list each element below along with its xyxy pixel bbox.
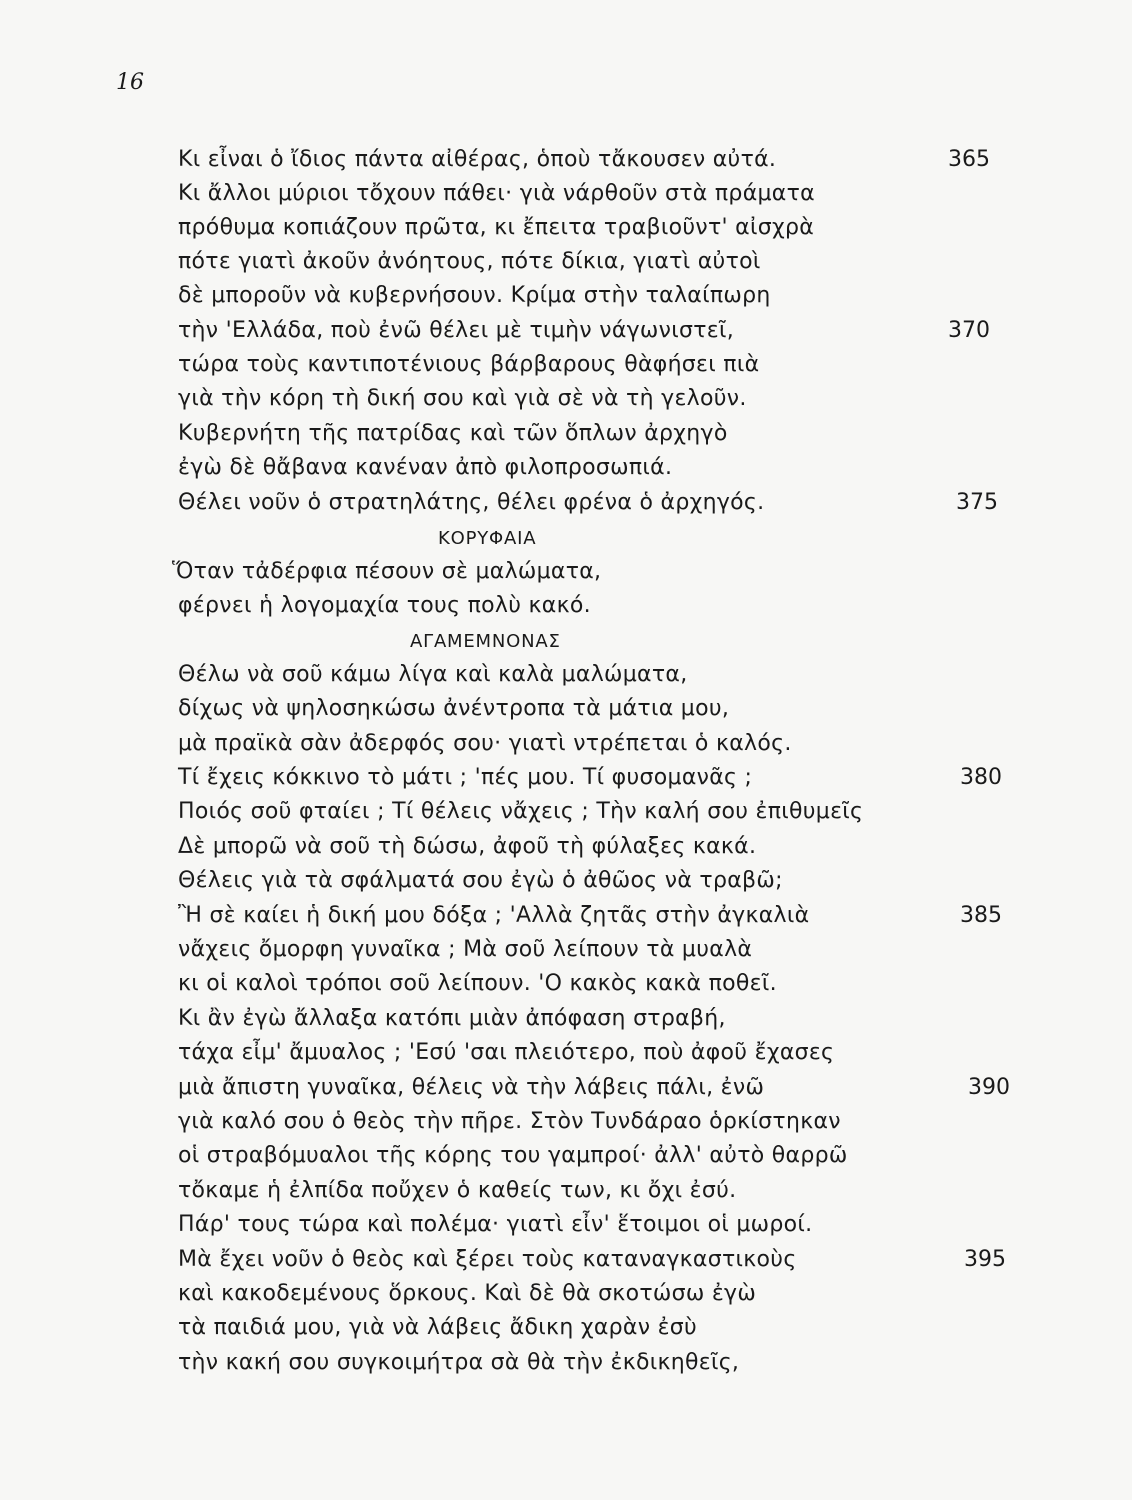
verse-line: Θέλεις γιὰ τὰ σφάλματά σου ἐγὼ ὁ ἀθῶος νὰ τραβῶ; (178, 868, 783, 893)
verse-line: καὶ κακοδεμένους ὅρκους. Καὶ δὲ θὰ σκοτώσω ἐγὼ (178, 1281, 757, 1306)
verse-line: τὄκαμε ἡ ἐλπίδα ποὔχεν ὁ καθείς των, κι ὄχι ἐσύ. (178, 1178, 737, 1203)
verse-line: Κι ἄλλοι μύριοι τὄχουν πάθει· γιὰ νάρθοῦν στὰ πράματα (178, 181, 815, 206)
speaker-name: ΑΓΑΜΕΜΝΟΝΑΣ (410, 631, 561, 652)
line-number: 365 (948, 147, 990, 172)
verse-line: Πάρ' τους τώρα καὶ πολέμα· γιατὶ εἶν' ἕτοιμοι οἱ μωροί. (178, 1212, 813, 1237)
speaker-name: ΚΟΡΥΦΑΙΑ (438, 528, 537, 549)
verse-line: δίχως νὰ ψηλοσηκώσω ἀνέντροπα τὰ μάτια μου, (178, 696, 730, 721)
verse-line: δὲ μποροῦν νὰ κυβερνήσουν. Κρίμα στὴν ταλαίπωρη (178, 283, 771, 308)
verse-line: Ἢ σὲ καίει ἡ δική μου δόξα ; 'Αλλὰ ζητᾶς στὴν ἀγκαλιὰ (178, 903, 810, 928)
verse-line: μιὰ ἄπιστη γυναῖκα, θέλεις νὰ τὴν λάβεις πάλι, ἐνῶ (178, 1075, 765, 1100)
verse-line: Μὰ ἔχει νοῦν ὁ θεὸς καὶ ξέρει τοὺς καταναγκαστικοὺς (178, 1247, 797, 1272)
verse-line: τάχα εἶμ' ἄμυαλος ; 'Εσύ 'σαι πλειότερο, ποὺ ἀφοῦ ἔχασες (178, 1040, 835, 1065)
verse-line: τὴν 'Ελλάδα, ποὺ ἐνῶ θέλει μὲ τιμὴν νάγωνιστεῖ, (178, 318, 735, 343)
verse-line: πότε γιατὶ ἀκοῦν ἀνόητους, πότε δίκια, γιατὶ αὐτοὶ (178, 249, 761, 274)
line-number: 385 (960, 903, 1002, 928)
verse-line: πρόθυμα κοπιάζουν πρῶτα, κι ἔπειτα τραβιοῦντ' αἰσχρὰ (178, 215, 815, 240)
verse-line: Κι ἂν ἐγὼ ἄλλαξα κατόπι μιὰν ἀπόφαση στραβή, (178, 1006, 726, 1031)
verse-line: Ποιός σοῦ φταίει ; Τί θέλεις νἄχεις ; Τὴν καλή σου ἐπιθυμεῖς (178, 799, 864, 824)
page-number: 16 (116, 70, 144, 95)
verse-line: Τί ἔχεις κόκκινο τὸ μάτι ; 'πές μου. Τί φυσομανᾶς ; (178, 765, 753, 790)
verse-line: τώρα τοὺς καντιποτένιους βάρβαρους θὰφήσει πιὰ (178, 352, 760, 377)
verse-line: γιὰ τὴν κόρη τὴ δική σου καὶ γιὰ σὲ νὰ τὴ γελοῦν. (178, 386, 747, 411)
line-number: 375 (956, 490, 998, 515)
line-number: 390 (968, 1075, 1010, 1100)
line-number: 395 (964, 1247, 1006, 1272)
verse-line: Κυβερνήτη τῆς πατρίδας καὶ τῶν ὅπλων ἀρχηγὸ (178, 421, 728, 446)
line-number: 370 (948, 318, 990, 343)
verse-line: τὴν κακή σου συγκοιμήτρα σὰ θὰ τὴν ἐκδικηθεῖς, (178, 1350, 740, 1375)
verse-line: Ὅταν τἀδέρφια πέσουν σὲ μαλώματα, (172, 559, 602, 584)
verse-line: οἱ στραβόμυαλοι τῆς κόρης του γαμπροί· ἀλλ' αὐτὸ θαρρῶ (178, 1143, 848, 1168)
verse-line: Δὲ μπορῶ νὰ σοῦ τὴ δώσω, ἀφοῦ τὴ φύλαξες κακά. (178, 834, 757, 859)
line-number: 380 (960, 765, 1002, 790)
verse-line: Κι εἶναι ὁ ἴδιος πάντα αἰθέρας, ὁποὺ τἄκουσεν αὐτά. (178, 147, 777, 172)
verse-line: Θέλω νὰ σοῦ κάμω λίγα καὶ καλὰ μαλώματα, (178, 662, 688, 687)
verse-line: νἄχεις ὄμορφη γυναῖκα ; Μὰ σοῦ λείπουν τὰ μυαλὰ (178, 937, 753, 962)
verse-line: ἐγὼ δὲ θἄβανα κανέναν ἀπὸ φιλοπροσωπιά. (178, 455, 673, 480)
verse-line: Θέλει νοῦν ὁ στρατηλάτης, θέλει φρένα ὁ ἀρχηγός. (178, 490, 765, 515)
verse-line: φέρνει ἡ λογομαχία τους πολὺ κακό. (178, 593, 591, 618)
verse-line: γιὰ καλό σου ὁ θεὸς τὴν πῆρε. Στὸν Τυνδάραο ὁρκίστηκαν (178, 1109, 841, 1134)
verse-line: τὰ παιδιά μου, γιὰ νὰ λάβεις ἄδικη χαρὰν ἐσὺ (178, 1315, 698, 1340)
verse-line: κι οἱ καλοὶ τρόποι σοῦ λείπουν. 'Ο κακὸς κακὰ ποθεῖ. (178, 971, 777, 996)
verse-line: μὰ πραϊκὰ σὰν ἀδερφός σου· γιατὶ ντρέπεται ὁ καλός. (178, 731, 792, 756)
